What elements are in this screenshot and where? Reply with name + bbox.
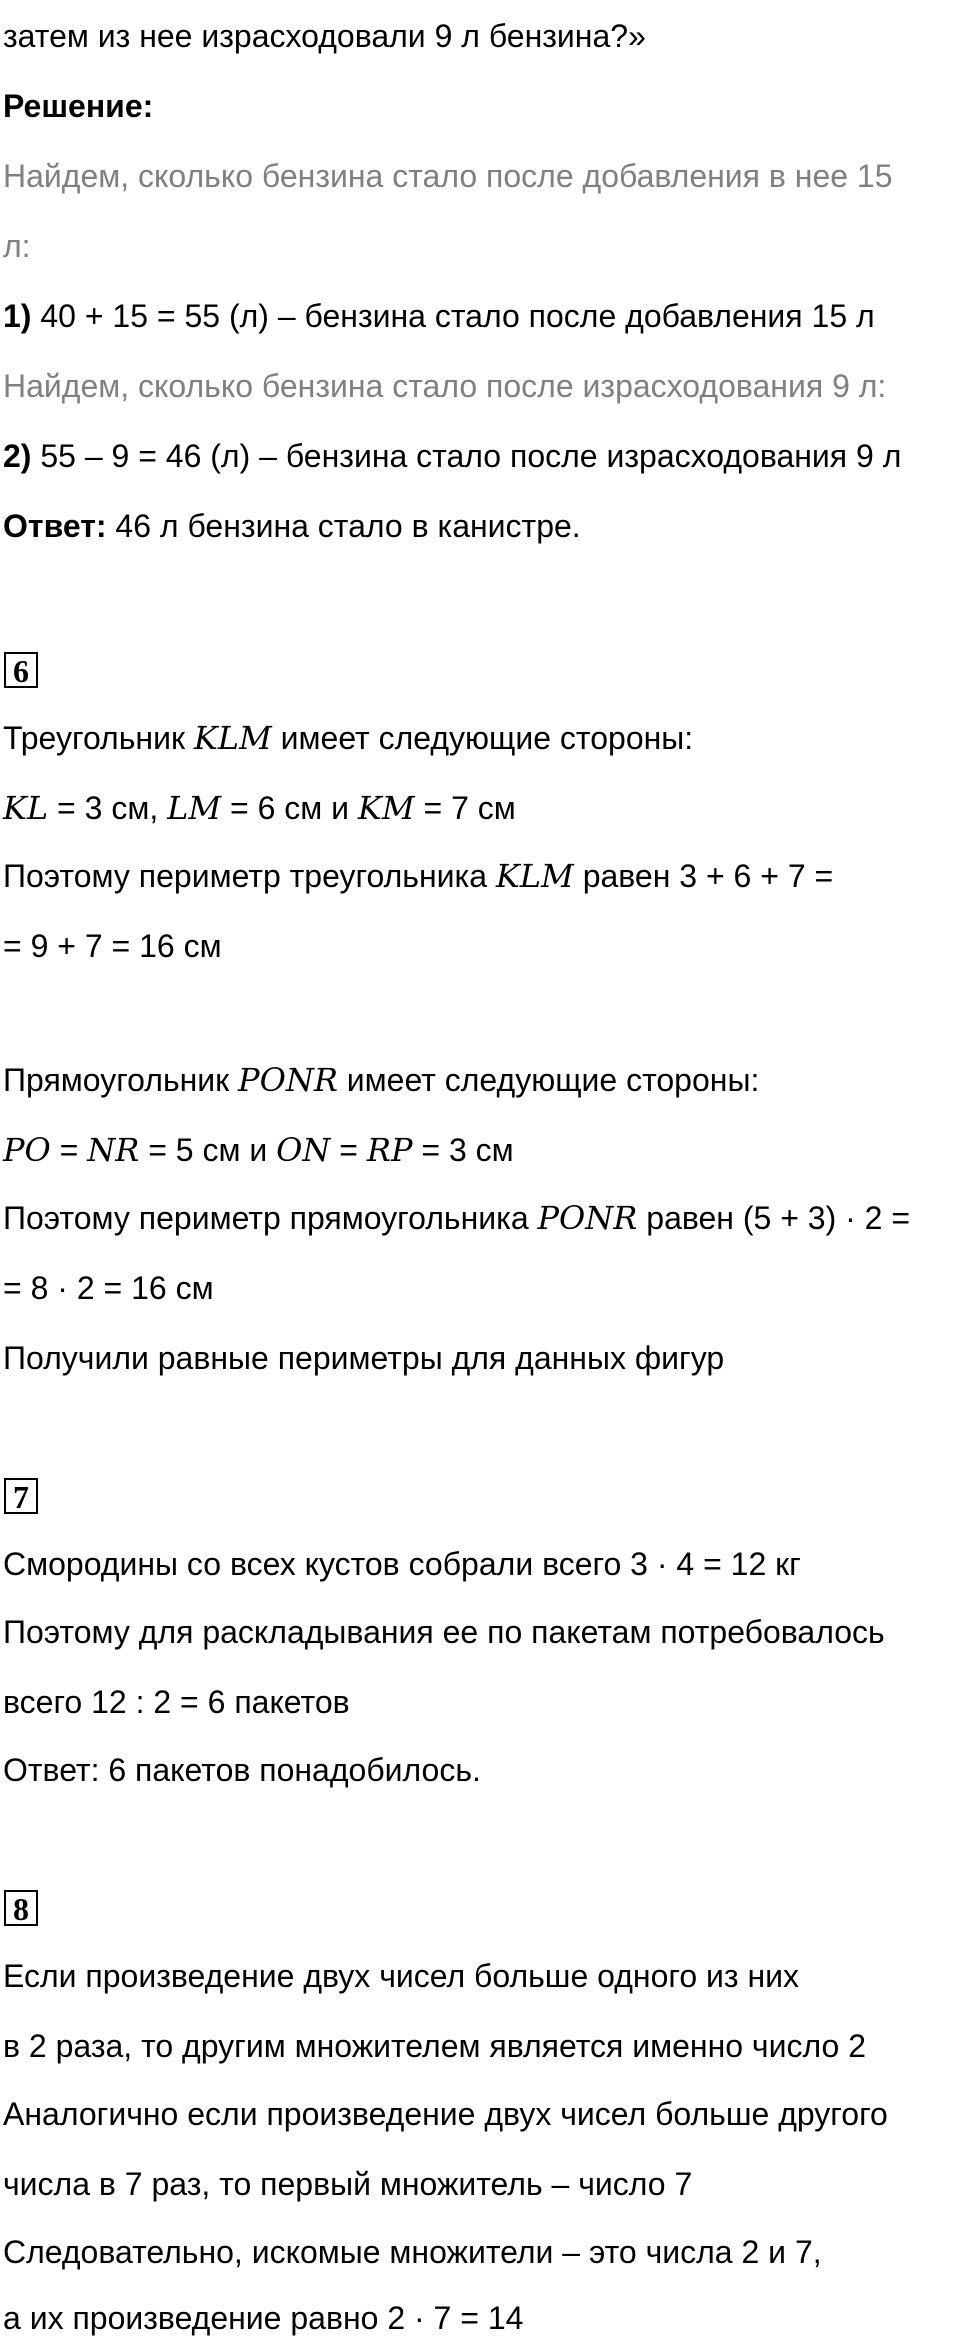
task8-line-3: Аналогично если произведение двух чисел больше другого [3, 2096, 888, 2132]
step-1 [3, 296, 875, 336]
hint-line-2: Найдем, сколько бензина стало после израсходования 9 л: [3, 368, 887, 404]
step-1-text: 40 + 15 = 55 (л) – бензина стало после добавления 15 л [40, 298, 875, 334]
answer-label: Ответ: [3, 508, 107, 544]
rectangle-perimeter: Поэтому периметр прямоугольника PONR равен (5 + 3) · 2 = [3, 1199, 911, 1237]
hint-line-1: Найдем, сколько бензина стало после добавления в нее 15 [3, 158, 893, 194]
triangle-perimeter-result: = 9 + 7 = 16 см [3, 928, 222, 964]
solution-label: Решение: [3, 88, 154, 124]
rectangle-sides: PO = NR = 5 см и ON = RP = 3 см [3, 1131, 514, 1169]
step-1-number: 1) [3, 298, 32, 334]
answer-line [3, 506, 581, 546]
triangle-intro: Треугольник KLM имеет следующие стороны: [3, 719, 694, 757]
task-number-8: 8 [4, 1890, 38, 1926]
task7-line-2: Поэтому для раскладывания ее по пакетам потребовалось [3, 1614, 885, 1650]
answer-text: 46 л бензина стало в канистре. [115, 508, 581, 544]
task-number-6: 6 [4, 652, 38, 688]
triangle-perimeter: Поэтому периметр треугольника KLM равен 3 + 6 + 7 = [3, 857, 834, 895]
rectangle-perimeter-result: = 8 · 2 = 16 см [3, 1270, 214, 1306]
triangle-name: KLM [193, 719, 272, 757]
task8-line-5: Следовательно, искомые множители – это числа 2 и 7, [3, 2234, 822, 2270]
step-2-number: 2) [3, 438, 32, 474]
rectangle-intro: Прямоугольник PONR имеет следующие стороны: [3, 1061, 760, 1099]
hint-line-1-cont: л: [3, 228, 31, 264]
task8-line-6: а их произведение равно 2 · 7 = 14 [3, 2300, 524, 2336]
task8-line-2: в 2 раза, то другим множителем является именно число 2 [3, 2028, 866, 2064]
task7-line-3: всего 12 : 2 = 6 пакетов [3, 1684, 350, 1720]
step-2-text: 55 – 9 = 46 (л) – бензина стало после израсходования 9 л [40, 438, 902, 474]
triangle-sides: KL = 3 см, LM = 6 см и KM = 7 см [3, 789, 516, 827]
step-2 [3, 436, 901, 476]
task-number-7: 7 [4, 1478, 38, 1514]
rectangle-name: PONR [238, 1061, 338, 1099]
task7-line-1: Смородины со всех кустов собрали всего 3 · 4 = 12 кг [3, 1546, 801, 1582]
task6-conclusion: Получили равные периметры для данных фигур [3, 1340, 725, 1376]
task8-line-1: Если произведение двух чисел больше одного из них [3, 1958, 800, 1994]
question-tail: затем из нее израсходовали 9 л бензина?» [3, 18, 646, 54]
task8-line-4: числа в 7 раз, то первый множитель – число 7 [3, 2166, 693, 2202]
task7-answer: Ответ: 6 пакетов понадобилось. [3, 1752, 481, 1788]
